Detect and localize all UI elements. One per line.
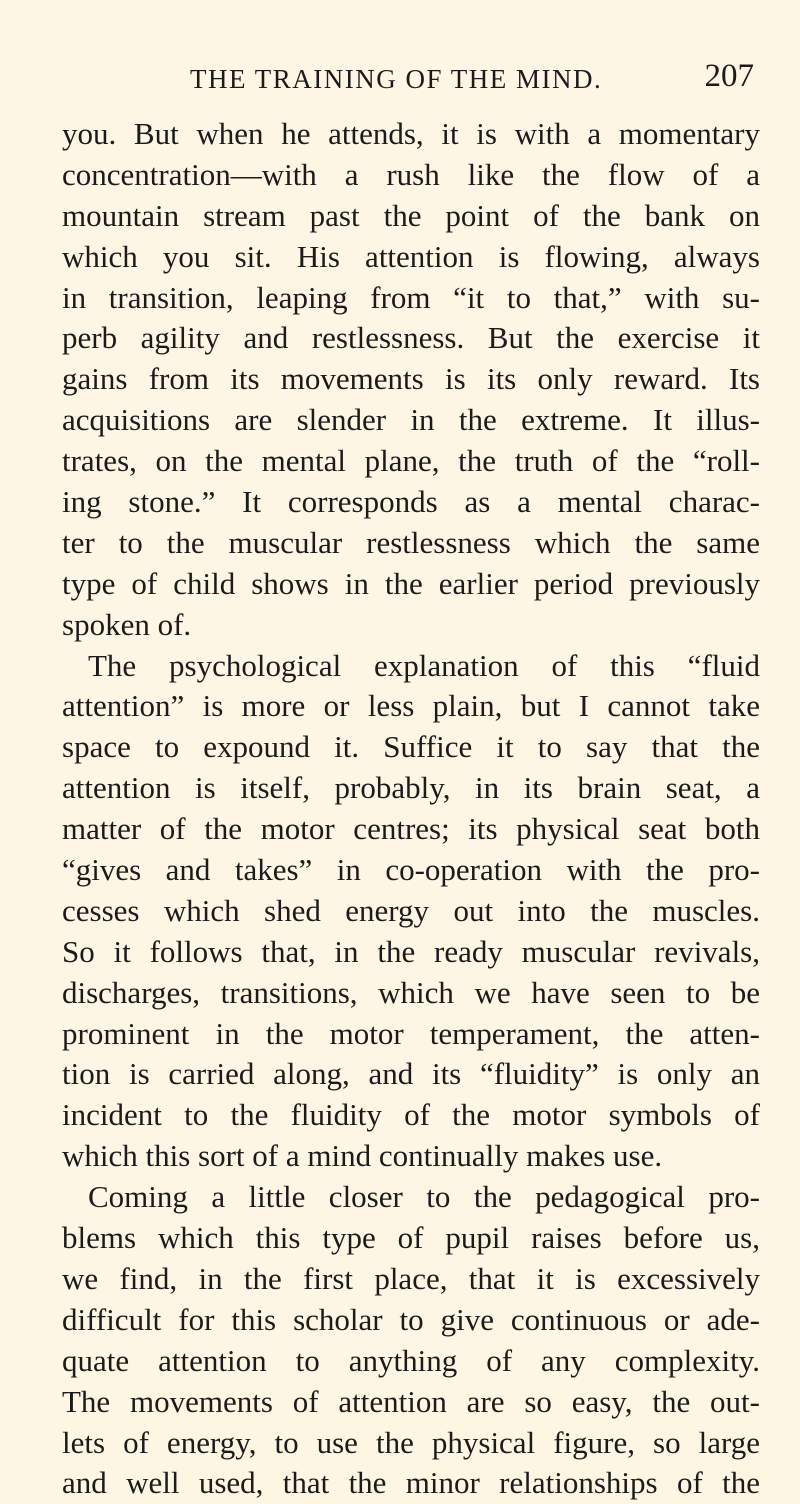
text-line: trates, on the mental plane, the truth of the “roll- <box>62 443 760 479</box>
text-line: blems which this type of pupil raises before us, <box>62 1220 760 1256</box>
text-line: The movements of attention are so easy, the out- <box>62 1383 760 1419</box>
text-line: tion is carried along, and its “fluidity” is only an <box>62 1056 760 1092</box>
body-text <box>62 114 760 1504</box>
text-line: in transition, leaping from “it to that,” with su- <box>62 279 760 315</box>
text-line: space to expound it. Suffice it to say that the <box>62 729 760 765</box>
text-line: acquisitions are slender in the extreme. It illus- <box>62 402 760 438</box>
text-line: which this sort of a mind continually makes use. <box>62 1138 663 1174</box>
text-line: concentration—with a rush like the flow of a <box>62 156 760 192</box>
text-line: and well used, that the minor relationships of the <box>62 1465 760 1501</box>
text-line: Coming a little closer to the pedagogical pro- <box>88 1179 760 1215</box>
text-line: type of child shows in the earlier period previously <box>62 565 760 601</box>
text-line: attention” is more or less plain, but I cannot take <box>62 688 760 724</box>
text-line: attention is itself, probably, in its brain seat, a <box>62 770 760 806</box>
text-line: we find, in the first place, that it is excessively <box>62 1260 760 1296</box>
text-line: ter to the muscular restlessness which the same <box>62 524 760 560</box>
text-line: prominent in the motor temperament, the atten- <box>62 1015 760 1051</box>
text-line: lets of energy, to use the physical figure, so large <box>62 1424 760 1460</box>
text-line: you. But when he attends, it is with a momentary <box>62 116 760 151</box>
text-line: which you sit. His attention is flowing, always <box>62 238 760 274</box>
text-line: quate attention to anything of any complexity. <box>62 1342 760 1378</box>
running-head <box>62 58 760 104</box>
running-title: THE TRAINING OF THE MIND. <box>190 64 603 94</box>
text-line: spoken of. <box>62 606 192 642</box>
text-line: matter of the motor centres; its physical seat both <box>62 811 760 847</box>
text-line: ing stone.” It corresponds as a mental charac- <box>62 484 760 520</box>
text-line: incident to the fluidity of the motor symbols of <box>62 1097 760 1133</box>
text-line: discharges, transitions, which we have seen to be <box>62 974 760 1010</box>
text-line: So it follows that, in the ready muscular revivals, <box>62 933 760 969</box>
text-line: “gives and takes” in co-operation with the pro- <box>62 852 760 888</box>
text-line: mountain stream past the point of the bank on <box>62 197 760 233</box>
text-line: difficult for this scholar to give continuous or ade- <box>62 1301 760 1337</box>
text-line: The psychological explanation of this “fluid <box>88 647 760 683</box>
text-line: gains from its movements is its only reward. Its <box>62 361 760 397</box>
text-line: perb agility and restlessness. But the exercise it <box>62 320 760 356</box>
text-line: cesses which shed energy out into the muscles. <box>62 892 760 928</box>
page-number: 207 <box>704 58 754 94</box>
